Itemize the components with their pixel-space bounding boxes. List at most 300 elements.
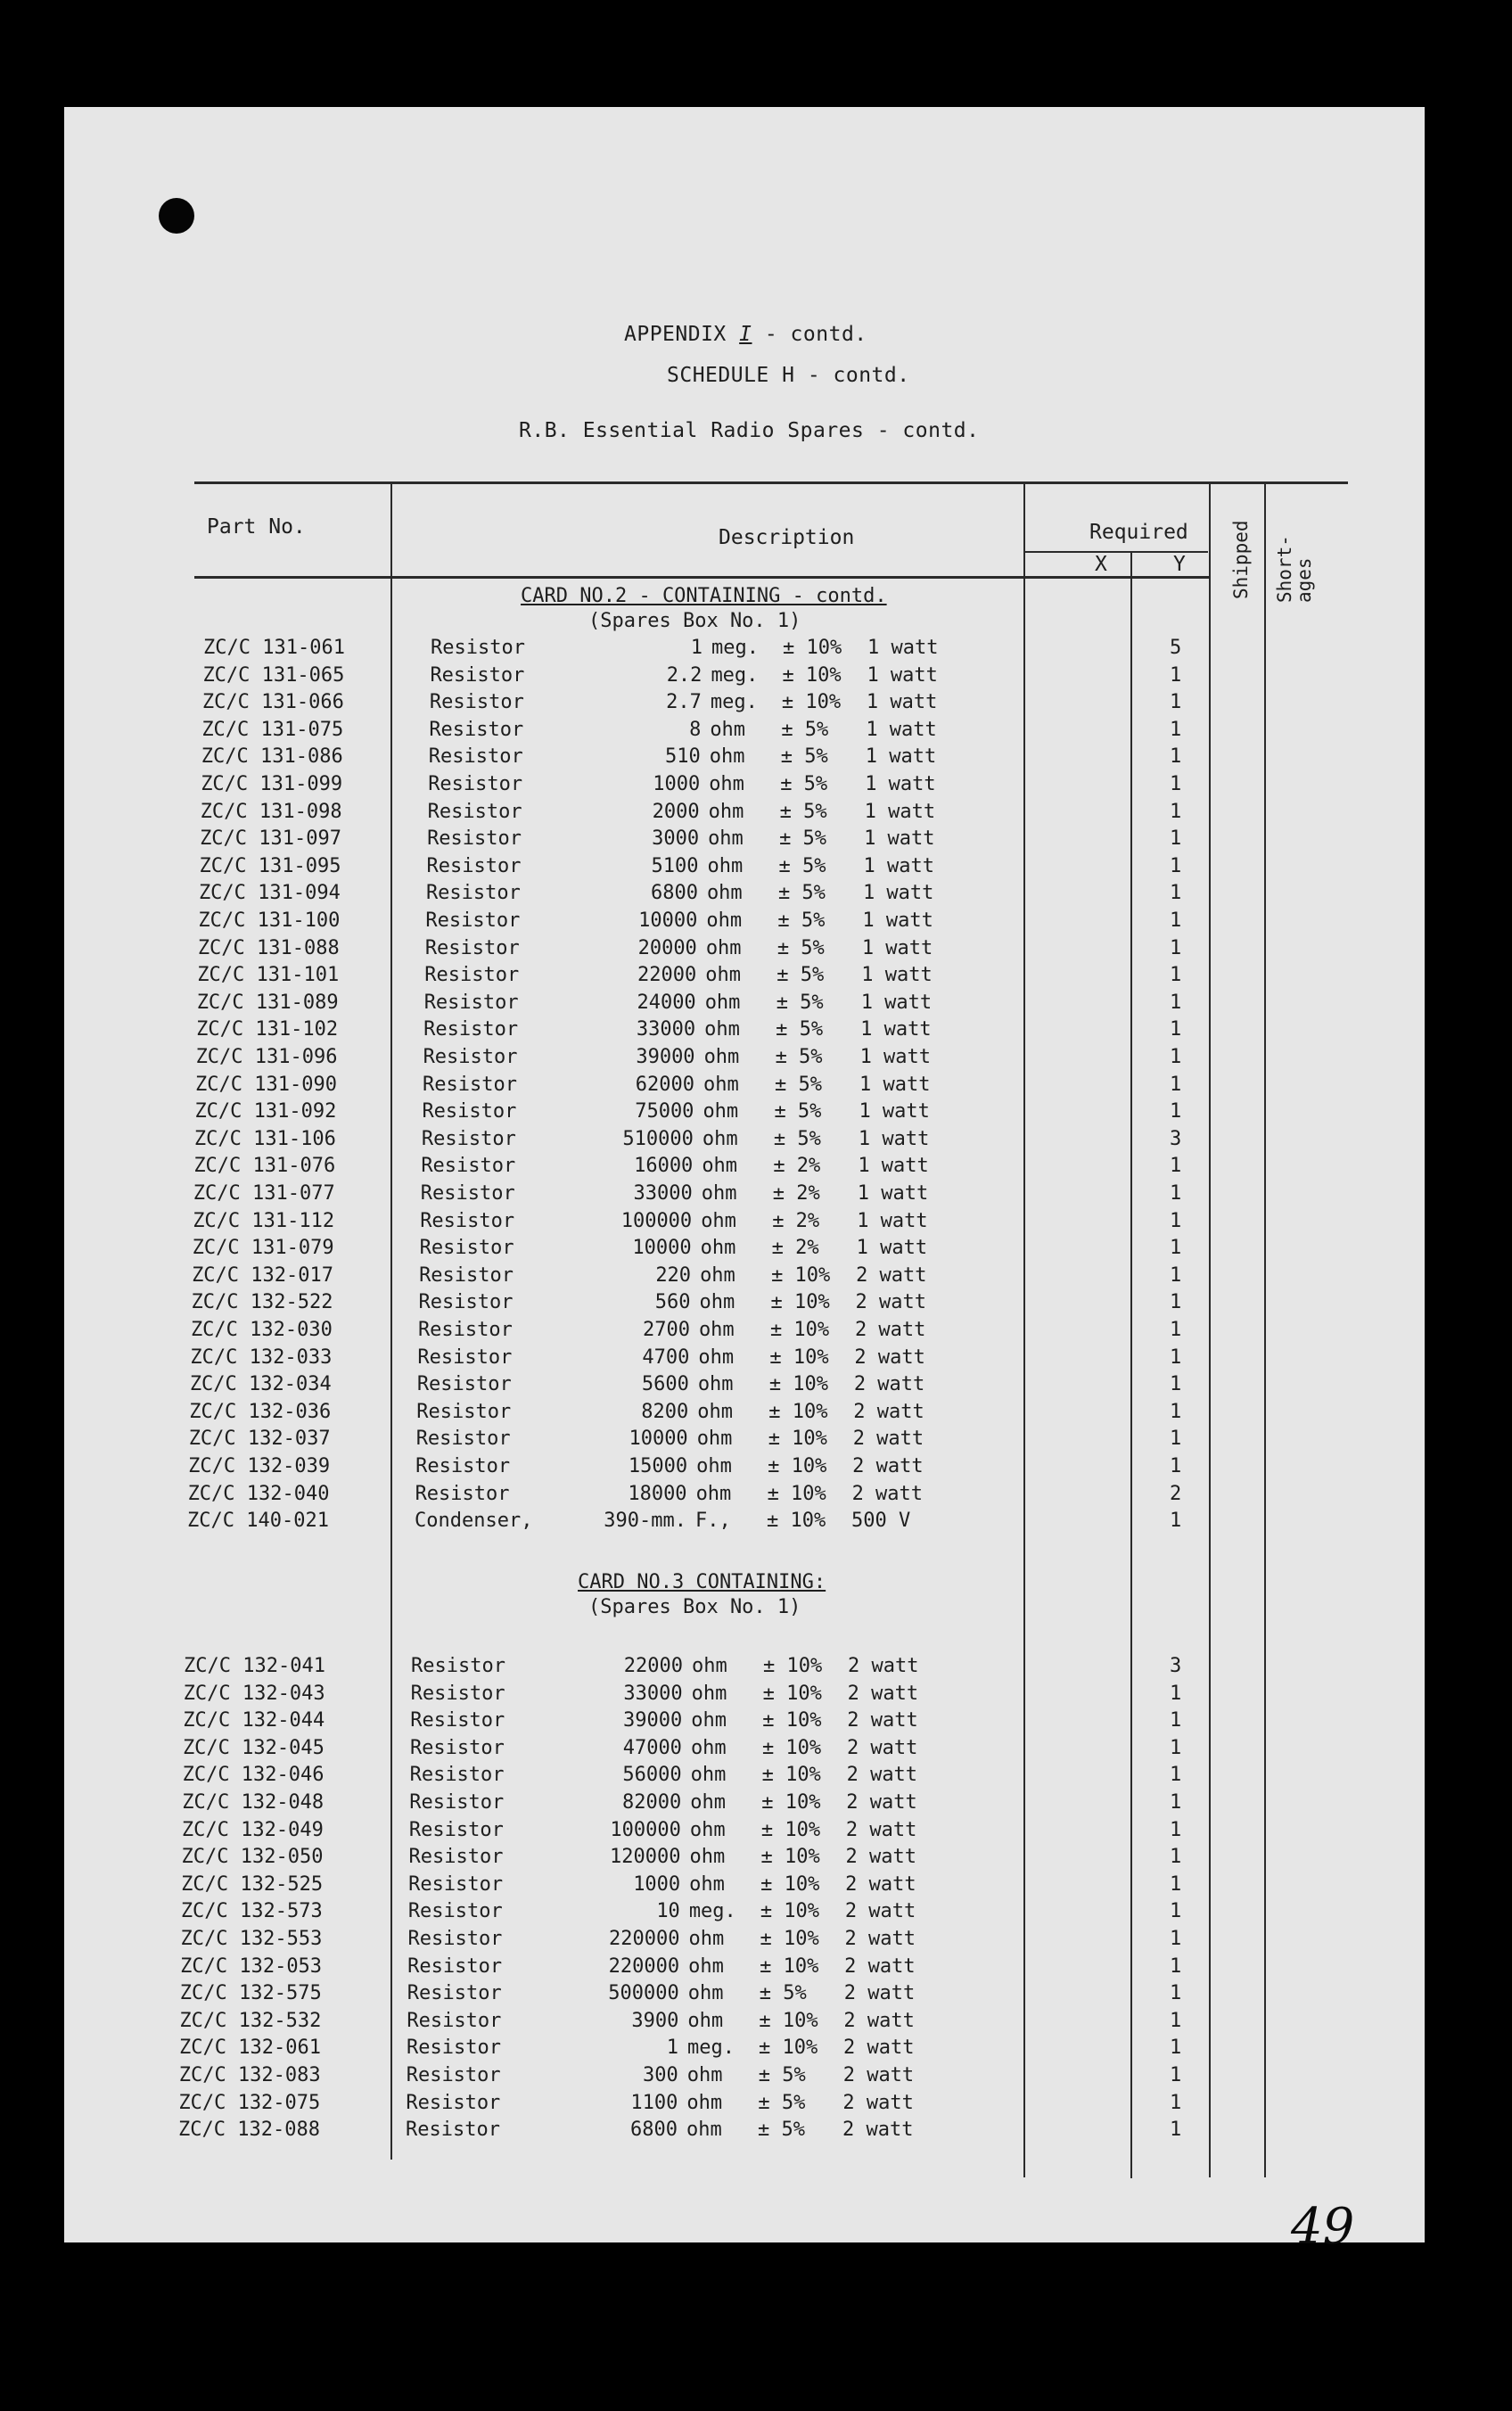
- item-value: 39000: [623, 1709, 683, 1732]
- required-y-qty: 1: [1170, 909, 1182, 932]
- item-value: 500000: [608, 1982, 679, 2005]
- item-type: Resistor: [408, 1818, 504, 1841]
- item-value: 10: [656, 1900, 680, 1923]
- item-unit: ohm: [687, 1982, 724, 2005]
- appendix-mark: I: [739, 323, 752, 346]
- item-unit: F.,: [695, 1510, 731, 1533]
- item-unit: ohm: [702, 1127, 738, 1150]
- item-tolerance: ± 10%: [768, 1428, 827, 1451]
- item-rating: 1 watt: [862, 909, 933, 932]
- part-number: ZC/C 131-100: [198, 909, 341, 932]
- item-type: Resistor: [424, 964, 520, 987]
- part-number: ZC/C 131-076: [193, 1155, 336, 1178]
- part-number: ZC/C 132-034: [189, 1373, 332, 1396]
- item-unit: ohm: [690, 1791, 726, 1814]
- item-value: 220000: [608, 1954, 680, 1978]
- item-value: 510000: [622, 1127, 694, 1150]
- item-type: Resistor: [427, 800, 522, 823]
- item-value: 390-mm.: [604, 1510, 686, 1533]
- required-y-qty: 1: [1170, 1428, 1182, 1451]
- item-rating: 2 watt: [844, 1954, 916, 1978]
- item-rating: 2 watt: [843, 1982, 916, 2005]
- item-unit: meg.: [688, 1900, 736, 1923]
- item-value: 2.2: [666, 663, 703, 687]
- required-y-qty: 1: [1170, 2119, 1182, 2142]
- required-y-qty: 1: [1169, 1764, 1182, 1787]
- item-type: Resistor: [419, 1237, 514, 1260]
- required-y-qty: 1: [1170, 1209, 1182, 1232]
- item-type: Resistor: [415, 1455, 511, 1477]
- part-number: ZC/C 132-037: [188, 1428, 331, 1451]
- item-rating: 2 watt: [851, 1482, 924, 1505]
- item-type: Resistor: [421, 1127, 516, 1150]
- item-type: Resistor: [415, 1482, 510, 1505]
- part-number: ZC/C 132-048: [182, 1791, 325, 1814]
- item-value: 33000: [633, 1182, 693, 1205]
- part-number: ZC/C 132-045: [182, 1736, 325, 1759]
- item-value: 47000: [622, 1736, 682, 1759]
- col-shortages: Short-ages: [1274, 535, 1315, 603]
- item-tolerance: ± 5%: [758, 2064, 806, 2086]
- item-value: 1: [690, 637, 703, 659]
- table-top-rule: [194, 481, 1348, 484]
- item-type: Resistor: [421, 1155, 516, 1178]
- item-rating: 2 watt: [854, 1345, 925, 1369]
- item-tolerance: ± 5%: [759, 1982, 807, 2005]
- item-tolerance: ± 2%: [773, 1155, 821, 1178]
- item-type: Resistor: [426, 854, 522, 877]
- col-shipped: Shipped: [1230, 520, 1252, 599]
- item-type: Resistor: [428, 745, 523, 769]
- item-value: 220: [655, 1263, 692, 1287]
- item-type: Resistor: [410, 1709, 505, 1732]
- item-type: Resistor: [406, 2119, 500, 2142]
- item-type: Resistor: [408, 1872, 504, 1896]
- item-tolerance: ± 5%: [758, 2091, 806, 2114]
- item-rating: 1 watt: [866, 691, 938, 714]
- item-tolerance: ± 2%: [772, 1209, 820, 1232]
- item-tolerance: ± 5%: [777, 936, 825, 959]
- required-y-qty: 5: [1170, 637, 1182, 659]
- item-type: Resistor: [417, 1345, 513, 1369]
- item-tolerance: ± 2%: [772, 1182, 820, 1205]
- item-value: 18000: [628, 1482, 687, 1505]
- item-type: Resistor: [422, 1100, 517, 1123]
- item-type: Resistor: [420, 1182, 515, 1205]
- part-number: ZC/C 132-088: [178, 2119, 320, 2142]
- xy-col-divider: [1130, 551, 1132, 2178]
- desc-col-divider: [1023, 483, 1025, 2177]
- item-rating: 2 watt: [847, 1682, 919, 1705]
- part-number: ZC/C 131-079: [192, 1237, 334, 1260]
- item-rating: 2 watt: [845, 1846, 916, 1869]
- required-y-qty: 1: [1169, 1791, 1182, 1814]
- item-type: Resistor: [407, 2037, 502, 2060]
- item-rating: 2 watt: [846, 1736, 918, 1759]
- item-value: 100000: [610, 1818, 681, 1841]
- item-value: 24000: [637, 991, 696, 1014]
- part-number: ZC/C 132-036: [189, 1400, 332, 1423]
- item-rating: 2 watt: [853, 1373, 925, 1396]
- required-y-qty: 1: [1170, 1100, 1182, 1123]
- required-y-qty: 1: [1169, 1872, 1182, 1896]
- item-type: Resistor: [409, 1764, 505, 1787]
- item-unit: ohm: [686, 2119, 722, 2142]
- item-rating: 1 watt: [858, 1155, 929, 1178]
- item-unit: ohm: [689, 1872, 725, 1896]
- item-tolerance: ± 10%: [760, 1928, 819, 1950]
- required-y-qty: 1: [1169, 1928, 1182, 1950]
- item-rating: 2 watt: [848, 1655, 919, 1677]
- item-value: 120000: [610, 1846, 681, 1869]
- part-number: ZC/C 131-088: [197, 936, 340, 959]
- item-rating: 1 watt: [861, 936, 933, 959]
- item-rating: 2 watt: [842, 2119, 914, 2142]
- item-value: 2.7: [666, 691, 702, 714]
- required-y-qty: 1: [1170, 1073, 1182, 1096]
- item-value: 300: [642, 2064, 678, 2086]
- item-tolerance: ± 5%: [780, 745, 828, 769]
- item-tolerance: ± 10%: [771, 1263, 831, 1287]
- item-unit: ohm: [689, 1818, 726, 1841]
- item-rating: 2 watt: [852, 1428, 924, 1451]
- item-value: 2000: [652, 800, 700, 823]
- part-number: ZC/C 132-044: [183, 1709, 325, 1732]
- part-number: ZC/C 132-041: [184, 1655, 325, 1677]
- item-value: 100000: [620, 1209, 693, 1232]
- required-y-qty: 1: [1170, 1345, 1182, 1369]
- item-tolerance: ± 10%: [782, 663, 842, 687]
- col-description: Description: [719, 526, 855, 549]
- part-number: ZC/C 131-099: [201, 773, 343, 795]
- item-type: Resistor: [416, 1400, 512, 1423]
- part-number: ZC/C 132-030: [190, 1319, 333, 1341]
- item-unit: ohm: [700, 1237, 736, 1260]
- item-type: Resistor: [407, 2009, 502, 2032]
- item-tolerance: ± 10%: [761, 1764, 821, 1787]
- item-type: Resistor: [425, 909, 521, 932]
- item-value: 5600: [641, 1373, 689, 1396]
- item-unit: ohm: [705, 936, 742, 959]
- item-tolerance: ± 10%: [769, 1319, 830, 1341]
- item-value: 560: [654, 1291, 691, 1314]
- part-number: ZC/C 132-553: [180, 1928, 323, 1950]
- item-unit: ohm: [702, 1155, 738, 1178]
- part-number: ZC/C 131-090: [195, 1073, 337, 1096]
- appendix-heading: [624, 323, 867, 346]
- item-unit: ohm: [690, 1736, 727, 1759]
- item-value: 1000: [633, 1872, 681, 1896]
- item-rating: 2 watt: [844, 1928, 916, 1950]
- required-y-qty: 1: [1170, 827, 1182, 851]
- part-number: ZC/C 132-040: [187, 1482, 330, 1505]
- col-x: X: [1095, 553, 1107, 576]
- required-y-qty: 1: [1170, 1400, 1182, 1423]
- item-rating: 2 watt: [846, 1791, 917, 1814]
- item-unit: ohm: [710, 718, 746, 741]
- item-unit: ohm: [699, 1291, 735, 1314]
- item-type: Resistor: [424, 936, 520, 959]
- required-y-qty: 1: [1169, 1682, 1182, 1705]
- part-col-divider: [390, 483, 392, 2160]
- item-tolerance: ± 10%: [761, 1791, 821, 1814]
- item-rating: 2 watt: [844, 1900, 916, 1923]
- item-tolerance: ± 5%: [775, 1046, 823, 1068]
- item-rating: 2 watt: [842, 2064, 915, 2086]
- item-type: Resistor: [417, 1319, 513, 1341]
- item-unit: ohm: [709, 745, 745, 769]
- appendix-label: APPENDIX: [624, 323, 727, 346]
- item-value: 10000: [638, 909, 698, 932]
- item-rating: 2 watt: [852, 1455, 924, 1477]
- part-number: ZC/C 132-075: [178, 2091, 321, 2114]
- required-y-qty: 3: [1170, 1655, 1182, 1677]
- item-rating: 1 watt: [857, 1209, 928, 1232]
- part-number: ZC/C 131-098: [200, 800, 342, 823]
- section-subtitle: (Spares Box No. 1): [588, 1596, 801, 1618]
- part-number: ZC/C 131-102: [196, 1018, 339, 1041]
- item-value: 3000: [652, 827, 700, 851]
- item-unit: meg.: [687, 2037, 735, 2060]
- part-number: ZC/C 132-043: [183, 1682, 325, 1705]
- item-value: 3900: [631, 2009, 679, 2032]
- item-unit: ohm: [688, 1954, 724, 1978]
- item-unit: ohm: [688, 1928, 725, 1950]
- item-tolerance: ± 10%: [762, 1682, 822, 1705]
- item-tolerance: ± 10%: [767, 1510, 826, 1533]
- item-rating: 1 watt: [859, 1046, 932, 1068]
- item-value: 33000: [623, 1682, 683, 1705]
- item-tolerance: ± 5%: [777, 909, 826, 932]
- required-y-qty: 1: [1169, 1846, 1182, 1869]
- item-type: Resistor: [409, 1791, 505, 1814]
- item-unit: meg.: [710, 691, 758, 714]
- item-type: Resistor: [429, 718, 524, 741]
- part-number: ZC/C 131-089: [196, 991, 339, 1014]
- item-type: Resistor: [423, 1073, 517, 1096]
- item-unit: meg.: [711, 663, 759, 687]
- item-rating: 2 watt: [855, 1291, 926, 1314]
- part-number: ZC/C 131-092: [194, 1100, 337, 1123]
- item-unit: ohm: [706, 882, 743, 905]
- item-value: 39000: [636, 1046, 695, 1068]
- item-unit: ohm: [697, 1400, 733, 1423]
- item-type: Resistor: [425, 882, 521, 905]
- item-tolerance: ± 10%: [767, 1482, 826, 1505]
- item-type: Resistor: [419, 1263, 514, 1287]
- required-y-qty: 1: [1169, 1900, 1182, 1923]
- item-unit: ohm: [708, 800, 744, 823]
- item-value: 10000: [632, 1237, 692, 1260]
- required-y-qty: 1: [1170, 991, 1182, 1014]
- item-tolerance: ± 10%: [760, 1872, 820, 1896]
- required-y-qty: 1: [1170, 1455, 1182, 1477]
- item-type: Resistor: [431, 637, 525, 659]
- part-number: ZC/C 131-061: [203, 637, 345, 659]
- item-unit: ohm: [705, 964, 741, 987]
- header-bottom-rule: [194, 576, 1211, 579]
- item-type: Resistor: [420, 1209, 515, 1232]
- shipped-col-divider: [1264, 483, 1266, 2177]
- item-type: Resistor: [423, 1046, 518, 1068]
- required-y-qty: 1: [1170, 1182, 1182, 1205]
- part-number: ZC/C 131-096: [195, 1046, 338, 1068]
- part-number: ZC/C 131-101: [197, 964, 340, 987]
- required-y-qty: 1: [1169, 2064, 1182, 2086]
- required-y-qty: 1: [1169, 1709, 1182, 1732]
- item-value: 6800: [630, 2119, 678, 2142]
- item-rating: 2 watt: [842, 2091, 914, 2114]
- item-value: 75000: [635, 1100, 694, 1123]
- item-rating: 1 watt: [866, 718, 937, 741]
- required-y-qty: 1: [1170, 964, 1182, 987]
- item-unit: ohm: [691, 1709, 727, 1732]
- item-unit: ohm: [708, 827, 744, 851]
- item-unit: ohm: [704, 1018, 740, 1041]
- required-y-qty: 1: [1169, 1982, 1182, 2005]
- item-value: 22000: [637, 964, 697, 987]
- y-col-divider: [1209, 483, 1211, 2177]
- item-tolerance: ± 10%: [770, 1291, 830, 1314]
- item-unit: ohm: [700, 1263, 735, 1287]
- part-number: ZC/C 131-086: [201, 745, 343, 769]
- required-y-qty: 1: [1169, 1954, 1182, 1978]
- item-rating: 1 watt: [867, 637, 939, 659]
- part-number: ZC/C 132-017: [192, 1263, 334, 1287]
- item-unit: ohm: [691, 1682, 727, 1705]
- item-type: Resistor: [411, 1655, 505, 1677]
- item-rating: 2 watt: [856, 1263, 927, 1287]
- required-y-qty: 2: [1170, 1482, 1182, 1505]
- item-value: 1000: [653, 773, 701, 795]
- item-unit: ohm: [701, 1209, 736, 1232]
- item-tolerance: ± 5%: [775, 1073, 822, 1096]
- required-y-qty: 1: [1170, 1373, 1182, 1396]
- item-tolerance: ± 10%: [763, 1655, 823, 1677]
- part-number: ZC/C 132-053: [180, 1954, 323, 1978]
- item-rating: 2 watt: [845, 1872, 916, 1896]
- section-subtitle: (Spares Box No. 1): [588, 610, 801, 632]
- item-type: Resistor: [407, 1954, 503, 1978]
- item-unit: ohm: [703, 1100, 739, 1123]
- item-value: 4700: [642, 1345, 690, 1369]
- item-unit: ohm: [698, 1345, 735, 1369]
- item-type: Resistor: [408, 1846, 504, 1869]
- item-tolerance: ± 10%: [769, 1345, 829, 1369]
- part-number: ZC/C 131-106: [193, 1127, 336, 1150]
- item-rating: 1 watt: [859, 1073, 931, 1096]
- item-unit: ohm: [698, 1319, 735, 1341]
- item-rating: 2 watt: [845, 1818, 917, 1841]
- item-unit: ohm: [701, 1182, 737, 1205]
- item-tolerance: ± 5%: [776, 991, 824, 1014]
- part-number: ZC/C 131-066: [201, 691, 344, 714]
- item-value: 16000: [634, 1155, 694, 1178]
- item-rating: 1 watt: [860, 991, 933, 1014]
- required-y-qty: 1: [1170, 1263, 1182, 1287]
- col-required: Required: [1089, 521, 1188, 544]
- item-value: 220000: [608, 1928, 680, 1950]
- item-unit: ohm: [689, 1846, 726, 1869]
- required-y-qty: 1: [1169, 2009, 1182, 2032]
- section-title: CARD NO.2 - CONTAINING - contd.: [521, 585, 887, 607]
- item-value: 2700: [642, 1319, 690, 1341]
- item-unit: ohm: [706, 909, 743, 932]
- part-number: ZC/C 131-075: [201, 718, 344, 741]
- item-value: 62000: [635, 1073, 694, 1096]
- item-rating: 2 watt: [846, 1764, 918, 1787]
- item-unit: ohm: [687, 2009, 724, 2032]
- required-y-qty: 1: [1169, 1818, 1182, 1841]
- schedule-heading: SCHEDULE H - contd.: [667, 364, 910, 387]
- part-number: ZC/C 131-095: [199, 854, 341, 877]
- item-value: 56000: [622, 1764, 682, 1787]
- required-y-qty: 1: [1169, 2091, 1182, 2114]
- item-rating: 1 watt: [861, 964, 933, 987]
- col-y: Y: [1173, 553, 1186, 576]
- item-type: Resistor: [418, 1291, 514, 1314]
- item-unit: ohm: [697, 1373, 734, 1396]
- item-unit: ohm: [686, 2064, 723, 2086]
- appendix-contd: - contd.: [764, 323, 867, 346]
- part-number: ZC/C 132-039: [188, 1455, 331, 1477]
- part-number: ZC/C 132-046: [182, 1764, 325, 1787]
- item-value: 5100: [651, 854, 699, 877]
- item-value: 10000: [629, 1428, 688, 1451]
- item-rating: 2 watt: [843, 2009, 915, 2032]
- part-number: ZC/C 132-573: [180, 1900, 323, 1923]
- item-type: Resistor: [416, 1373, 512, 1396]
- item-tolerance: ± 5%: [779, 827, 827, 851]
- item-rating: 1 watt: [864, 800, 936, 823]
- item-type: Resistor: [427, 827, 522, 851]
- item-unit: ohm: [686, 2091, 723, 2114]
- item-type: Resistor: [407, 1900, 503, 1923]
- item-tolerance: ± 10%: [783, 637, 842, 659]
- required-y-qty: 1: [1170, 773, 1182, 795]
- required-y-qty: 1: [1170, 1510, 1182, 1533]
- item-rating: 1 watt: [864, 827, 935, 851]
- item-tolerance: ± 5%: [777, 882, 826, 905]
- item-type: Resistor: [409, 1736, 505, 1759]
- item-type: Resistor: [407, 1982, 502, 2005]
- item-tolerance: ± 10%: [760, 1846, 820, 1869]
- item-tolerance: ± 5%: [777, 964, 825, 987]
- required-y-qty: 1: [1170, 1237, 1182, 1260]
- item-unit: ohm: [695, 1482, 732, 1505]
- required-y-qty: 1: [1170, 691, 1182, 714]
- item-type: Resistor: [407, 1928, 503, 1950]
- part-number: ZC/C 131-097: [200, 827, 342, 851]
- item-value: 20000: [637, 936, 697, 959]
- item-tolerance: ± 5%: [758, 2119, 805, 2142]
- part-number: ZC/C 131-077: [193, 1182, 335, 1205]
- part-number: ZC/C 131-094: [198, 882, 341, 905]
- item-unit: ohm: [704, 991, 741, 1014]
- item-rating: 2 watt: [853, 1400, 924, 1423]
- item-type: Resistor: [415, 1428, 511, 1451]
- item-unit: ohm: [709, 773, 744, 795]
- part-number: ZC/C 132-083: [178, 2064, 321, 2086]
- part-number: ZC/C 132-532: [179, 2009, 322, 2032]
- item-value: 15000: [628, 1455, 688, 1477]
- item-rating: 1 watt: [865, 773, 936, 795]
- part-number: ZC/C 132-050: [181, 1846, 324, 1869]
- part-number: ZC/C 132-525: [181, 1872, 324, 1896]
- required-y-qty: 1: [1170, 718, 1182, 741]
- item-type: Resistor: [429, 691, 524, 714]
- item-tolerance: ± 10%: [760, 1900, 820, 1923]
